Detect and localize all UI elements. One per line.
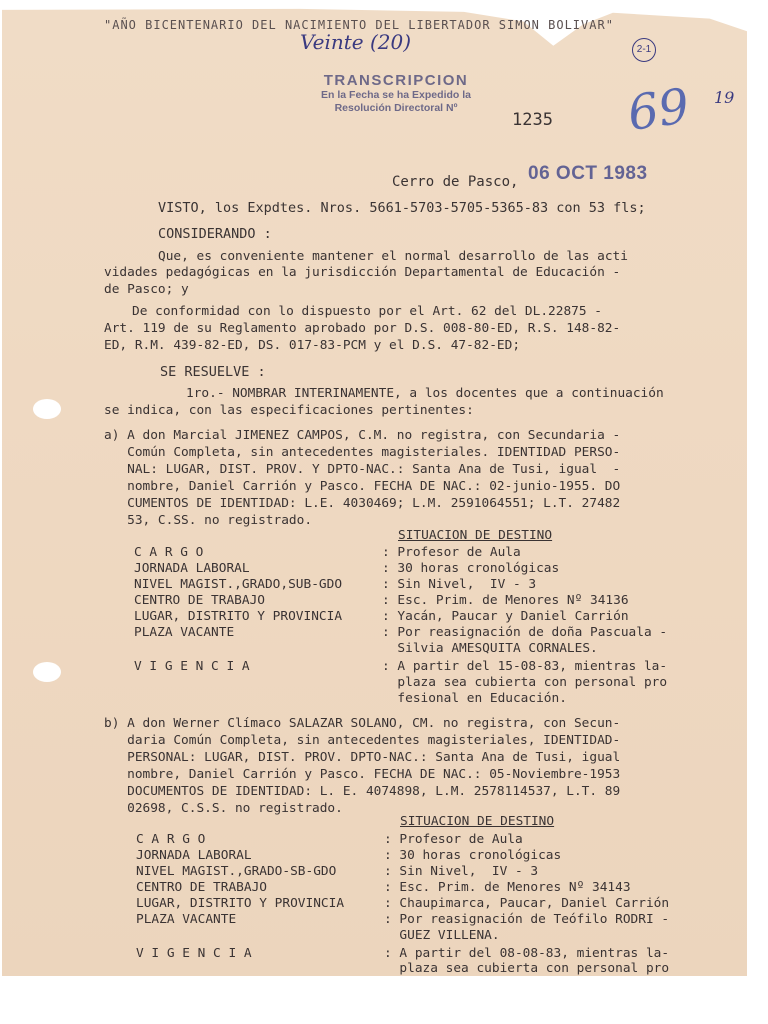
field-label: C A R G O xyxy=(136,832,206,847)
text-line: 53, C.SS. no registrado. xyxy=(104,513,313,528)
text-line: De conformidad con lo dispuesto por el Art. 62 del DL.22875 - xyxy=(132,304,602,319)
field-label: JORNADA LABORAL xyxy=(136,848,252,863)
field-label: NIVEL MAGIST.,GRADO-SB-GDO xyxy=(136,864,337,879)
field-label: LUGAR, DISTRITO Y PROVINCIA xyxy=(134,609,343,624)
field-value: : Esc. Prim. de Menores Nº 34143 xyxy=(384,880,631,895)
field-value: plaza sea cubierta con personal pro xyxy=(384,961,670,976)
text-line: Que, es conveniente mantener el normal desarrollo de las acti xyxy=(158,249,628,264)
situacion-destino-title: SITUACION DE DESTINO xyxy=(398,528,553,543)
text-line: 02698, C.S.S. no registrado. xyxy=(104,801,343,816)
field-value: : Por reasignación de Teófilo RODRI - xyxy=(384,912,670,927)
text-line: DOCUMENTOS DE IDENTIDAD: L. E. 4074898, L.M. 2578114537, L.T. 89 xyxy=(104,784,621,799)
date-stamp: 06 OCT 1983 xyxy=(528,163,648,184)
handwritten-count: Veinte (20) xyxy=(300,30,412,54)
field-value: : A partir del 08-08-83, mientras la- xyxy=(384,946,670,961)
text-line: vidades pedagógicas en la jurisdicción Departamental de Educación - xyxy=(104,265,621,280)
circle-annotation: 2-1 xyxy=(632,38,656,62)
text-line: Art. 119 de su Reglamento aprobado por D.S. 008-80-ED, R.S. 148-82- xyxy=(104,321,621,336)
stamp-title: TRANSCRIPCION xyxy=(323,72,469,89)
text-line: daria Común Completa, sin antecedentes magisteriales, IDENTIDAD- xyxy=(104,733,621,748)
field-value: : Sin Nivel, IV - 3 xyxy=(384,864,539,879)
visto-line: VISTO, los Expdtes. Nros. 5661-5703-5705-5365-83 con 53 fls; xyxy=(158,200,646,216)
field-value: GUEZ VILLENA. xyxy=(384,928,500,943)
field-label: C A R G O xyxy=(134,545,204,560)
punch-hole-bottom xyxy=(33,662,61,682)
text-line: ED, R.M. 439-82-ED, DS. 017-83-PCM y el D.S. 47-82-ED; xyxy=(104,338,521,353)
situacion-destino-title: SITUACION DE DESTINO xyxy=(400,814,555,829)
text-line: de Pasco; y xyxy=(104,282,189,297)
transcription-stamp xyxy=(296,72,496,115)
punch-hole-top xyxy=(33,399,61,419)
field-value: : Profesor de Aula xyxy=(382,545,521,560)
field-label: LUGAR, DISTRITO Y PROVINCIA xyxy=(136,896,345,911)
field-value: : Profesor de Aula xyxy=(384,832,523,847)
field-label: PLAZA VACANTE xyxy=(134,625,235,640)
stamp-line-2: En la Fecha se ha Expedido la xyxy=(321,89,471,101)
field-value: : Por reasignación de doña Pascuala - xyxy=(382,625,668,640)
se-resuelve-heading: SE RESUELVE : xyxy=(160,364,266,380)
stamp-line-3: Resolución Directoral Nº xyxy=(334,102,458,114)
field-value: fesional en Educación. xyxy=(382,691,567,706)
field-value: Silvia AMESQUITA CORNALES. xyxy=(382,641,598,656)
field-label: NIVEL MAGIST.,GRADO,SUB-GDO xyxy=(134,577,343,592)
text-line: CUMENTOS DE IDENTIDAD: L.E. 4030469; L.M. 2591064551; L.T. 27482 xyxy=(104,496,621,511)
field-label: V I G E N C I A xyxy=(134,659,250,674)
field-value: : Yacán, Paucar y Daniel Carrión xyxy=(382,609,629,624)
field-value: : 30 horas cronológicas xyxy=(384,848,562,863)
field-label: CENTRO DE TRABAJO xyxy=(136,880,267,895)
resolution-number: 1235 xyxy=(512,110,553,130)
field-label: CENTRO DE TRABAJO xyxy=(134,593,265,608)
text-line: NAL: LUGAR, DIST. PROV. Y DPTO-NAC.: Santa Ana de Tusi, igual - xyxy=(104,462,621,477)
year-motto: "AÑO BICENTENARIO DEL NACIMIENTO DEL LIBERTADOR SIMON BOLIVAR" xyxy=(104,18,614,32)
field-value: plaza sea cubierta con personal pro xyxy=(382,675,668,690)
text-line: Común Completa, sin antecedentes magisteriales. IDENTIDAD PERSO- xyxy=(104,445,621,460)
text-line: a) A don Marcial JIMENEZ CAMPOS, C.M. no registra, con Secundaria - xyxy=(104,428,621,443)
field-value: : Esc. Prim. de Menores Nº 34136 xyxy=(382,593,629,608)
folio-number: 69 xyxy=(624,78,693,142)
field-label: JORNADA LABORAL xyxy=(134,561,250,576)
text-line: nombre, Daniel Carrión y Pasco. FECHA DE NAC.: 05-Noviembre-1953 xyxy=(104,767,621,782)
text-line: nombre, Daniel Carrión y Pasco. FECHA DE NAC.: 02-junio-1955. DO xyxy=(104,479,621,494)
place: Cerro de Pasco, xyxy=(392,174,519,190)
text-line: PERSONAL: LUGAR, DIST. PROV. DPTO-NAC.: Santa Ana de Tusi, igual xyxy=(104,750,621,765)
folio-number-small: 19 xyxy=(714,88,735,107)
field-label: PLAZA VACANTE xyxy=(136,912,237,927)
field-value: : Sin Nivel, IV - 3 xyxy=(382,577,537,592)
field-value: : 30 horas cronológicas xyxy=(382,561,560,576)
field-value: : A partir del 15-08-83, mientras la- xyxy=(382,659,668,674)
field-label: V I G E N C I A xyxy=(136,946,252,961)
considerando-heading: CONSIDERANDO : xyxy=(158,226,272,242)
text-line: 1ro.- NOMBRAR INTERINAMENTE, a los docentes que a continuación xyxy=(186,386,664,401)
text-line: se indica, con las especificaciones pertinentes: xyxy=(104,403,474,418)
text-line: b) A don Werner Clímaco SALAZAR SOLANO, CM. no registra, con Secun- xyxy=(104,716,621,731)
field-value: : Chaupimarca, Paucar, Daniel Carrión xyxy=(384,896,670,911)
